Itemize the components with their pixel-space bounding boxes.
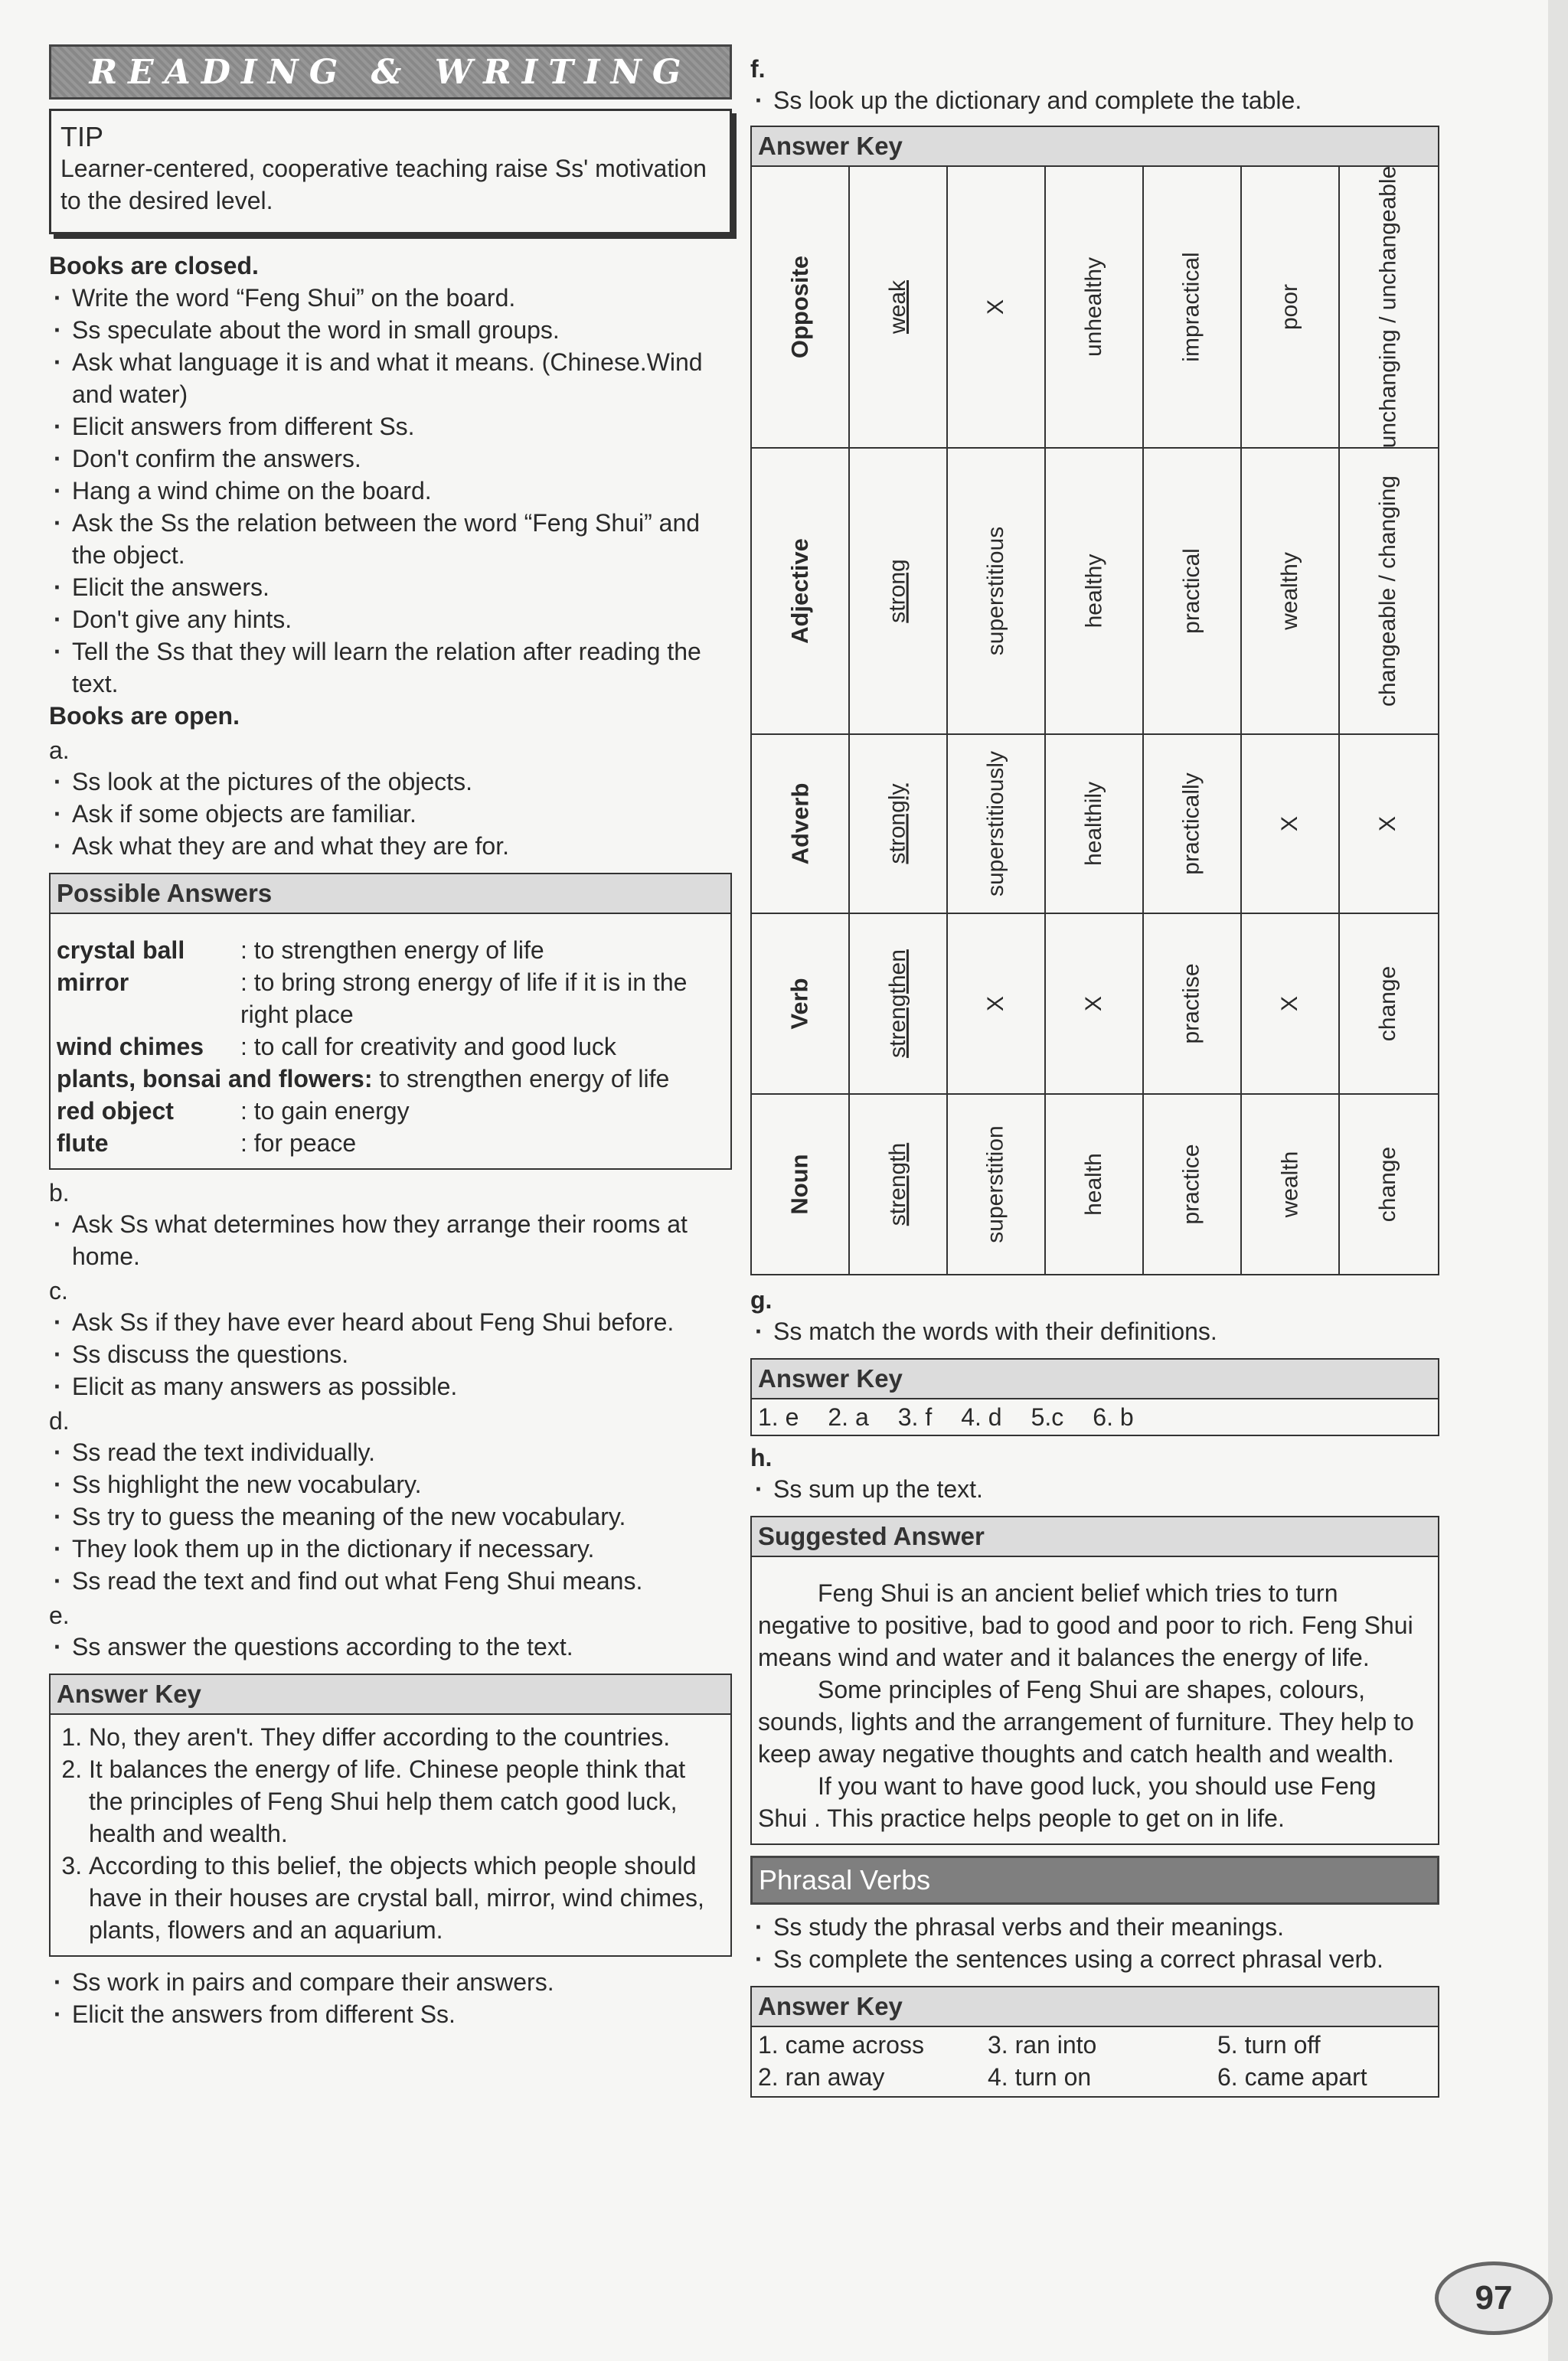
answer-item: 6. came apart xyxy=(1217,2063,1367,2091)
answer-item: 3. ran into xyxy=(988,2031,1097,2059)
table-cell: strengthen xyxy=(848,914,946,1093)
table-cell: practically xyxy=(1142,735,1240,913)
answer-definition: : to bring strong energy of life if it is in the right place xyxy=(240,968,688,1028)
table-header-cell: Verb xyxy=(786,978,813,1030)
table-cell: strongly xyxy=(848,735,946,913)
answer-item: 6. b xyxy=(1093,1403,1134,1431)
answer-row xyxy=(57,1030,724,1063)
answer-item: 4. turn on xyxy=(988,2063,1092,2091)
word-forms-table xyxy=(752,167,1438,1274)
tip-title: TIP xyxy=(60,121,104,152)
list-item: · Ask Ss if they have ever heard about Feng Shui before. xyxy=(49,1306,732,1338)
table-cell: X xyxy=(1240,735,1338,913)
section-f-list xyxy=(750,84,1439,116)
answer-row xyxy=(57,966,724,1030)
list-item: 1. No, they aren't. They differ according to the countries. xyxy=(89,1721,724,1753)
table-cell: practical xyxy=(1142,449,1240,733)
answer-row xyxy=(752,1399,1438,1435)
answer-key-e-box xyxy=(49,1674,732,1957)
answer-term: flute xyxy=(57,1129,109,1157)
possible-answers-box xyxy=(49,873,732,1170)
answer-definition: to strengthen energy of life xyxy=(372,1065,670,1092)
table-cell: X xyxy=(1240,914,1338,1093)
list-item: · Elicit as many answers as possible. xyxy=(49,1370,732,1403)
answer-item: 4. d xyxy=(961,1403,1002,1431)
section-f-label: f. xyxy=(750,55,766,83)
section-banner: READING & WRITING xyxy=(49,44,732,100)
table-cell: superstitious xyxy=(946,449,1044,733)
paragraph: If you want to have good luck, you should use Feng Shui . This practice helps people to get on in life. xyxy=(758,1772,1377,1832)
list-item: · They look them up in the dictionary if necessary. xyxy=(49,1533,732,1565)
answer-key-phrasal-box xyxy=(750,1986,1439,2098)
answer-key-header: Answer Key xyxy=(51,1675,730,1715)
list-item: · Ask if some objects are familiar. xyxy=(49,798,732,830)
table-cell: change xyxy=(1338,914,1436,1093)
list-item: · Ss work in pairs and compare their answers. xyxy=(49,1966,732,1998)
table-row xyxy=(752,733,1438,913)
section-c-label: c. xyxy=(49,1277,68,1305)
list-item: · Elicit the answers from different Ss. xyxy=(49,1998,732,2030)
section-e-after-list xyxy=(49,1966,732,2030)
list-item: · Hang a wind chime on the board. xyxy=(49,475,732,507)
answer-list xyxy=(57,1721,724,1946)
list-item: · Ss match the words with their definitions. xyxy=(750,1315,1439,1347)
list-item: · Ss sum up the text. xyxy=(750,1473,1439,1505)
list-item: · Write the word “Feng Shui” on the board. xyxy=(49,282,732,314)
list-item: · Ss try to guess the meaning of the new vocabulary. xyxy=(49,1501,732,1533)
answer-item: 2. ran away xyxy=(758,2063,885,2091)
possible-answers-header: Possible Answers xyxy=(51,874,730,914)
section-h-list xyxy=(750,1473,1439,1505)
answer-item: 2. a xyxy=(828,1403,869,1431)
table-row xyxy=(752,913,1438,1093)
answer-key-header: Answer Key xyxy=(752,1987,1438,2027)
answer-row xyxy=(57,1063,724,1095)
section-d-list xyxy=(49,1436,732,1597)
answer-key-body xyxy=(51,1715,730,1955)
list-item: · Ss complete the sentences using a correct phrasal verb. xyxy=(750,1943,1439,1975)
table-cell: strength xyxy=(848,1095,946,1274)
answer-term: plants, bonsai and flowers: xyxy=(57,1065,373,1092)
list-item: · Ss speculate about the word in small groups. xyxy=(49,314,732,346)
section-a-list xyxy=(49,766,732,862)
answer-definition: : to strengthen energy of life xyxy=(240,936,544,964)
list-item: · Elicit the answers. xyxy=(49,571,732,603)
tip-text: Learner-centered, cooperative teaching raise Ss' motivation to the desired level. xyxy=(60,155,707,214)
phrasal-verbs-list xyxy=(750,1911,1439,1975)
table-header-cell: Adjective xyxy=(786,538,813,644)
table-cell: unhealthy xyxy=(1044,167,1142,447)
section-g-list xyxy=(750,1315,1439,1347)
table-cell: changeable / changing xyxy=(1338,449,1436,733)
section-g-label: g. xyxy=(750,1286,773,1314)
list-item: 2. It balances the energy of life. Chinese people think that the principles of Feng Shui help them catch good luck, health and wealth. xyxy=(89,1753,724,1850)
answer-term: red object xyxy=(57,1097,174,1125)
books-open-heading: Books are open. xyxy=(49,702,240,730)
list-item: · Ss read the text and find out what Feng Shui means. xyxy=(49,1565,732,1597)
answer-key-body xyxy=(752,2027,1438,2096)
list-item: · Ss study the phrasal verbs and their meanings. xyxy=(750,1911,1439,1943)
books-closed-list xyxy=(49,282,732,700)
suggested-answer-body xyxy=(752,1557,1438,1843)
answer-item: 1. came across xyxy=(758,2031,924,2059)
section-b-list xyxy=(49,1208,732,1272)
section-h-label: h. xyxy=(750,1444,773,1471)
answer-item: 5.c xyxy=(1031,1403,1064,1431)
list-item: 3. According to this belief, the objects which people should have in their houses are crystal ball, mirror, wind chimes, plants, flowers and an aquarium. xyxy=(89,1850,724,1946)
table-cell: weak xyxy=(848,167,946,447)
table-cell: X xyxy=(1044,914,1142,1093)
table-cell: poor xyxy=(1240,167,1338,447)
answer-key-f-box xyxy=(750,126,1439,1275)
list-item: · Don't confirm the answers. xyxy=(49,442,732,475)
answer-definition: : to call for creativity and good luck xyxy=(240,1033,616,1060)
books-closed-heading: Books are closed. xyxy=(49,252,259,279)
table-header-cell: Noun xyxy=(786,1154,813,1215)
list-item: · Tell the Ss that they will learn the relation after reading the text. xyxy=(49,635,732,700)
list-item: · Ss discuss the questions. xyxy=(49,1338,732,1370)
table-cell: practice xyxy=(1142,1095,1240,1274)
table-cell: X xyxy=(946,167,1044,447)
list-item: · Don't give any hints. xyxy=(49,603,732,635)
table-cell: impractical xyxy=(1142,167,1240,447)
section-a-label: a. xyxy=(49,736,70,764)
list-item: · Ask what they are and what they are for. xyxy=(49,830,732,862)
answer-key-header: Answer Key xyxy=(752,127,1438,167)
table-cell: change xyxy=(1338,1095,1436,1274)
section-b-label: b. xyxy=(49,1179,70,1207)
answer-definition: : for peace xyxy=(240,1129,357,1157)
table-cell: practise xyxy=(1142,914,1240,1093)
list-item: · Ss highlight the new vocabulary. xyxy=(49,1468,732,1501)
table-cell: wealthy xyxy=(1240,449,1338,733)
answer-key-g-box xyxy=(750,1358,1439,1436)
table-cell: unchanging / unchangeable xyxy=(1338,167,1436,447)
answer-row xyxy=(57,1127,724,1159)
left-column xyxy=(49,44,732,2030)
page-edge xyxy=(1548,0,1568,2361)
phrasal-verbs-banner: Phrasal Verbs xyxy=(750,1856,1439,1905)
list-item: · Elicit answers from different Ss. xyxy=(49,410,732,442)
table-cell: superstitiously xyxy=(946,735,1044,913)
answer-row xyxy=(57,1095,724,1127)
answer-grid xyxy=(758,2029,1432,2093)
table-cell: wealth xyxy=(1240,1095,1338,1274)
section-e-label: e. xyxy=(49,1602,70,1629)
table-cell: superstition xyxy=(946,1095,1044,1274)
table-cell: health xyxy=(1044,1095,1142,1274)
table-row xyxy=(752,167,1438,447)
suggested-answer-header: Suggested Answer xyxy=(752,1517,1438,1557)
table-cell: healthily xyxy=(1044,735,1142,913)
answer-item: 1. e xyxy=(758,1403,799,1431)
section-c-list xyxy=(49,1306,732,1403)
table-cell: strong xyxy=(848,449,946,733)
list-item: · Ask Ss what determines how they arrange their rooms at home. xyxy=(49,1208,732,1272)
answer-key-header: Answer Key xyxy=(752,1360,1438,1399)
answer-term: wind chimes xyxy=(57,1033,204,1060)
answer-definition: : to gain energy xyxy=(240,1097,410,1125)
table-row xyxy=(752,1093,1438,1274)
tip-box xyxy=(49,109,732,234)
table-cell: healthy xyxy=(1044,449,1142,733)
list-item: · Ss read the text individually. xyxy=(49,1436,732,1468)
table-cell: X xyxy=(946,914,1044,1093)
answer-term: crystal ball xyxy=(57,936,185,964)
answer-row xyxy=(57,934,724,966)
paragraph: Some principles of Feng Shui are shapes, colours, sounds, lights and the arrangement of furniture. They help to keep away negative thoughts and catch health and wealth. xyxy=(758,1676,1414,1768)
paragraph: Feng Shui is an ancient belief which tries to turn negative to positive, bad to good and poor to rich. Feng Shui means wind and water and it balances the energy of life. xyxy=(758,1579,1413,1671)
table-header-cell: Adverb xyxy=(786,782,813,865)
list-item: · Ask the Ss the relation between the word “Feng Shui” and the object. xyxy=(49,507,732,571)
list-item: · Ask what language it is and what it means. (Chinese.Wind and water) xyxy=(49,346,732,410)
section-e-list xyxy=(49,1631,732,1663)
section-d-label: d. xyxy=(49,1407,70,1435)
answer-term: mirror xyxy=(57,968,129,996)
list-item: · Ss answer the questions according to the text. xyxy=(49,1631,732,1663)
right-column xyxy=(750,44,1439,2098)
list-item: · Ss look up the dictionary and complete the table. xyxy=(750,84,1439,116)
page-number: 97 xyxy=(1435,2261,1553,2335)
answer-item: 5. turn off xyxy=(1217,2031,1321,2059)
table-row xyxy=(752,447,1438,733)
table-header-cell: Opposite xyxy=(786,255,813,359)
list-item: · Ss look at the pictures of the objects. xyxy=(49,766,732,798)
possible-answers-body xyxy=(51,914,730,1168)
answer-item: 3. f xyxy=(897,1403,933,1431)
table-cell: X xyxy=(1338,735,1436,913)
suggested-answer-box xyxy=(750,1516,1439,1845)
